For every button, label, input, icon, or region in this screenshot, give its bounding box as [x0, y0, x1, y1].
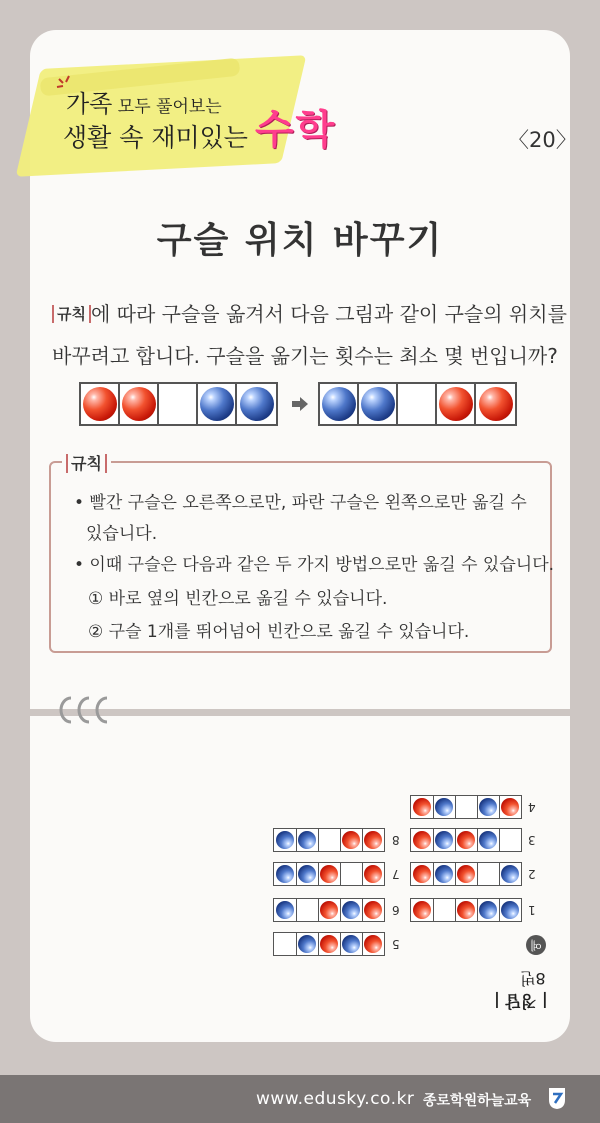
red-bead — [458, 865, 476, 883]
blue-bead — [240, 387, 274, 421]
header-line2: 생활 속 재미있는 — [63, 123, 248, 152]
answer-step-label: 4 — [528, 800, 536, 814]
bead-cell — [477, 899, 499, 921]
footer-brand: 종로학원하늘교육 — [423, 1093, 532, 1109]
question-rule-tag: 규칙 — [52, 305, 91, 323]
answer-heading: | 정답 | — [494, 992, 548, 1011]
red-bead — [83, 387, 117, 421]
blue-bead — [480, 798, 498, 816]
bead-cell — [318, 933, 340, 955]
answer-example-badge: 예 — [526, 935, 546, 955]
answer-result: 8번 — [520, 969, 546, 988]
red-bead — [321, 901, 339, 919]
red-bead — [502, 798, 520, 816]
bead-cell — [433, 796, 455, 818]
bead-cell — [455, 829, 477, 851]
blue-bead — [299, 935, 317, 953]
blue-bead — [436, 831, 454, 849]
answer-step-label: 1 — [528, 903, 536, 917]
blue-bead — [299, 865, 317, 883]
bead-cell — [477, 863, 499, 885]
bead-cell — [198, 384, 237, 424]
bead-cell — [340, 863, 362, 885]
bead-cell — [477, 829, 499, 851]
bead-cell — [411, 829, 433, 851]
blue-bead — [276, 901, 294, 919]
bead-cell — [499, 899, 521, 921]
red-bead — [458, 901, 476, 919]
red-bead — [321, 865, 339, 883]
bead-cell — [499, 829, 521, 851]
bead-cell — [499, 796, 521, 818]
footer-url[interactable]: www.edusky.co.kr — [256, 1089, 415, 1109]
bead-cell — [340, 829, 362, 851]
bead-cell — [120, 384, 159, 424]
blue-bead — [480, 901, 498, 919]
red-bead — [413, 901, 431, 919]
blue-bead — [361, 387, 395, 421]
header-math: 수학 — [255, 107, 337, 153]
red-bead — [365, 831, 383, 849]
binder-rings-icon — [53, 690, 123, 730]
bead-cell — [274, 863, 296, 885]
episode-number: 〈20〉 — [508, 128, 577, 152]
bead-cell — [477, 796, 499, 818]
arrow-right-icon — [290, 394, 310, 414]
blue-bead — [276, 865, 294, 883]
blue-bead — [502, 901, 520, 919]
red-bead — [413, 798, 431, 816]
answer-step-row — [273, 862, 385, 886]
bead-cell — [398, 384, 437, 424]
red-bead — [439, 387, 473, 421]
bead-cell — [433, 829, 455, 851]
bead-cell — [362, 899, 384, 921]
answer-step-label: 7 — [392, 867, 400, 881]
blue-bead — [322, 387, 356, 421]
page-title: 구슬 위치 바꾸기 — [156, 220, 444, 261]
answer-step-label: 5 — [392, 937, 400, 951]
blue-bead — [480, 831, 498, 849]
header-line1-first: 가족 — [66, 90, 113, 118]
header-line1 — [66, 84, 222, 119]
blue-bead — [200, 387, 234, 421]
bead-cell — [296, 829, 318, 851]
answer-step-row — [410, 862, 522, 886]
red-bead — [122, 387, 156, 421]
goal-bead-row — [318, 382, 517, 426]
rule-tag-label: 규칙 — [66, 454, 107, 473]
rule-method1: ① 바로 옆의 빈칸으로 옮길 수 있습니다. — [88, 589, 388, 609]
question-line1 — [52, 298, 567, 327]
answer-step-label: 3 — [528, 833, 536, 847]
bead-cell — [411, 899, 433, 921]
rule-bullet1: • 빨간 구슬은 오른쪽으로만, 파란 구슬은 왼쪽으로만 옮길 수 — [74, 493, 527, 513]
answer-step-row — [273, 932, 385, 956]
red-bead — [413, 831, 431, 849]
rule-method2: ② 구슬 1개를 뛰어넘어 빈칸으로 옮길 수 있습니다. — [88, 622, 470, 642]
bead-cell — [340, 933, 362, 955]
bead-cell — [274, 933, 296, 955]
bead-cell — [318, 829, 340, 851]
bead-cell — [437, 384, 476, 424]
bead-cell — [362, 863, 384, 885]
bead-cell — [320, 384, 359, 424]
bead-cell — [237, 384, 276, 424]
red-bead — [413, 865, 431, 883]
blue-bead — [502, 865, 520, 883]
answer-step-row — [410, 795, 522, 819]
answer-step-row — [410, 898, 522, 922]
brand-logo-icon — [547, 1086, 567, 1110]
answer-step-row — [273, 828, 385, 852]
bead-cell — [499, 863, 521, 885]
bead-cell — [455, 899, 477, 921]
red-bead — [321, 935, 339, 953]
blue-bead — [276, 831, 294, 849]
bead-cell — [318, 899, 340, 921]
bead-cell — [274, 899, 296, 921]
bead-cell — [433, 899, 455, 921]
answer-step-label: 8 — [392, 833, 400, 847]
bead-cell — [433, 863, 455, 885]
bead-cell — [359, 384, 398, 424]
bead-cell — [411, 796, 433, 818]
bead-cell — [159, 384, 198, 424]
question-line1-text: 에 따라 구슬을 옮겨서 다음 그림과 같이 구슬의 위치를 — [90, 302, 567, 326]
bead-cell — [81, 384, 120, 424]
bead-cell — [340, 899, 362, 921]
red-bead — [365, 865, 383, 883]
answer-step-label: 2 — [528, 867, 536, 881]
bead-cell — [411, 863, 433, 885]
bead-cell — [274, 829, 296, 851]
rule-tag — [62, 451, 111, 474]
blue-bead — [436, 798, 454, 816]
bead-cell — [362, 933, 384, 955]
red-bead — [479, 387, 513, 421]
bead-cell — [455, 863, 477, 885]
red-bead — [458, 831, 476, 849]
bead-cell — [455, 796, 477, 818]
red-bead — [365, 901, 383, 919]
header-line1-rest: 모두 풀어보는 — [117, 97, 222, 117]
bead-cell — [296, 899, 318, 921]
start-bead-row — [79, 382, 278, 426]
rule-bullet2: • 이때 구슬은 다음과 같은 두 가지 방법으로만 옮길 수 있습니다. — [74, 555, 555, 575]
bead-cell — [318, 863, 340, 885]
bead-cell — [362, 829, 384, 851]
blue-bead — [436, 865, 454, 883]
red-bead — [343, 831, 361, 849]
bead-cell — [476, 384, 515, 424]
answer-step-label: 6 — [392, 903, 400, 917]
rule-bullet1-cont: 있습니다. — [86, 524, 158, 544]
blue-bead — [343, 935, 361, 953]
answer-step-row — [273, 898, 385, 922]
red-bead — [365, 935, 383, 953]
bead-cell — [296, 933, 318, 955]
bead-cell — [296, 863, 318, 885]
answer-step-row — [410, 828, 522, 852]
question-line2: 바꾸려고 합니다. 구슬을 옮기는 횟수는 최소 몇 번입니까? — [52, 344, 558, 368]
blue-bead — [299, 831, 317, 849]
blue-bead — [343, 901, 361, 919]
